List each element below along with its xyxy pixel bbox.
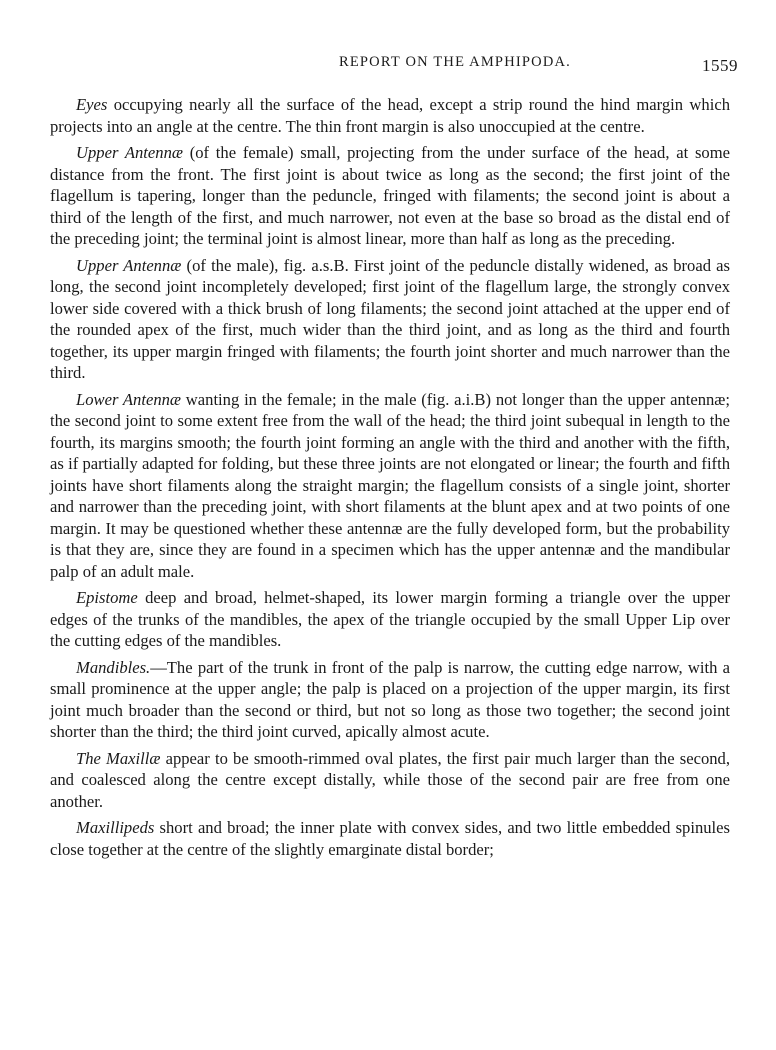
paragraph-text: short and broad; the inner plate with convex sides, and two little embedded spinules close together at the centre of the slightly emarginate distal border; (50, 818, 730, 859)
paragraph-text: deep and broad, helmet-shaped, its lower margin forming a triangle over the upper edges of the trunks of the mandibles, the apex of the triangle occupied by the small Upper Lip over the cutting edges of the mandibles. (50, 588, 730, 650)
body-text (50, 94, 730, 860)
paragraph-lead: Lower Antennæ (76, 389, 181, 409)
paragraph-upper-antennae-female (50, 142, 730, 250)
paragraph-eyes (50, 94, 730, 137)
paragraph-maxillae (50, 748, 730, 813)
paragraph-mandibles (50, 657, 730, 743)
page-number: 1559 (702, 56, 738, 75)
paragraph-lead: Mandibles. (76, 657, 151, 677)
paragraph-maxillipeds (50, 817, 730, 860)
running-title: REPORT ON THE AMPHIPODA. (338, 54, 572, 70)
paragraph-text: wanting in the female; in the male (fig. a.i.B) not longer than the upper antennæ; the second joint to some extent free from the wall of the head; the third joint subequal in length to the fourth, its margins smooth; the fourth joint forming an angle with the third and another with the fifth, as if partially adapted for folding, but these three joints are not elongated or linear; the fourth and fifth joints have short filaments along the straight margin; the flagellum consists of a single joint, shorter and narrower than the preceding joint, with short filaments at the blunt apex and at two points of one margin. It may be questioned whether these antennæ are the fully developed form, but the probability is that they are, since they are found in a specimen which has the upper antennæ and the mandibular palp of an adult male. (50, 389, 730, 581)
paragraph-epistome (50, 587, 730, 652)
paragraph-lead: Maxillipeds (76, 818, 155, 837)
paragraph-lead: Upper Antennæ (76, 143, 183, 162)
paragraph-lower-antennae (50, 389, 730, 583)
paragraph-text: (of the female) small, projecting from the under surface of the head, at some distance from the front. The first joint is about twice as long as the second; the first joint of the flagellum is tapering, longer than the peduncle, fringed with filaments; the second joint is about a third of the length of the first, and much narrower, not even at the base so broad as the distal end of the preceding joint; the terminal joint is almost linear, more than half as long as the preceding. (50, 143, 730, 248)
page-header (50, 54, 740, 78)
paragraph-lead: The Maxillæ (76, 748, 161, 768)
paragraph-text: (of the male), fig. a.s.B. First joint of the peduncle distally widened, as broad as long, the second joint incompletely developed; first joint of the flagellum large, the strongly convex lower side covered with a thick brush of long filaments; the second joint attached at the upper end of the rounded apex of the first, much wider than the third joint, and as long as the third and fourth together, its upper margin fringed with filaments; the fourth joint shorter and much narrower than the third. (50, 255, 730, 382)
paragraph-upper-antennae-male (50, 255, 730, 384)
paragraph-lead: Upper Antennæ (76, 255, 182, 275)
paragraph-lead: Epistome (76, 588, 138, 607)
paragraph-lead: Eyes (76, 95, 108, 114)
paragraph-text: occupying nearly all the surface of the head, except a strip round the hind margin which projects into an angle at the centre. The thin front margin is also unoccupied at the centre. (50, 95, 730, 136)
paragraph-text: —The part of the trunk in front of the palp is narrow, the cutting edge narrow, with a small prominence at the upper angle; the palp is placed on a projection of the upper margin, its first joint much broader than the second or third, but not so long as those two together; the second joint shorter than the third; the third joint curved, apically almost acute. (50, 657, 730, 741)
paragraph-text: appear to be smooth-rimmed oval plates, the first pair much larger than the second, and coalesced along the centre except distally, while those of the second pair are free from one another. (50, 748, 730, 811)
